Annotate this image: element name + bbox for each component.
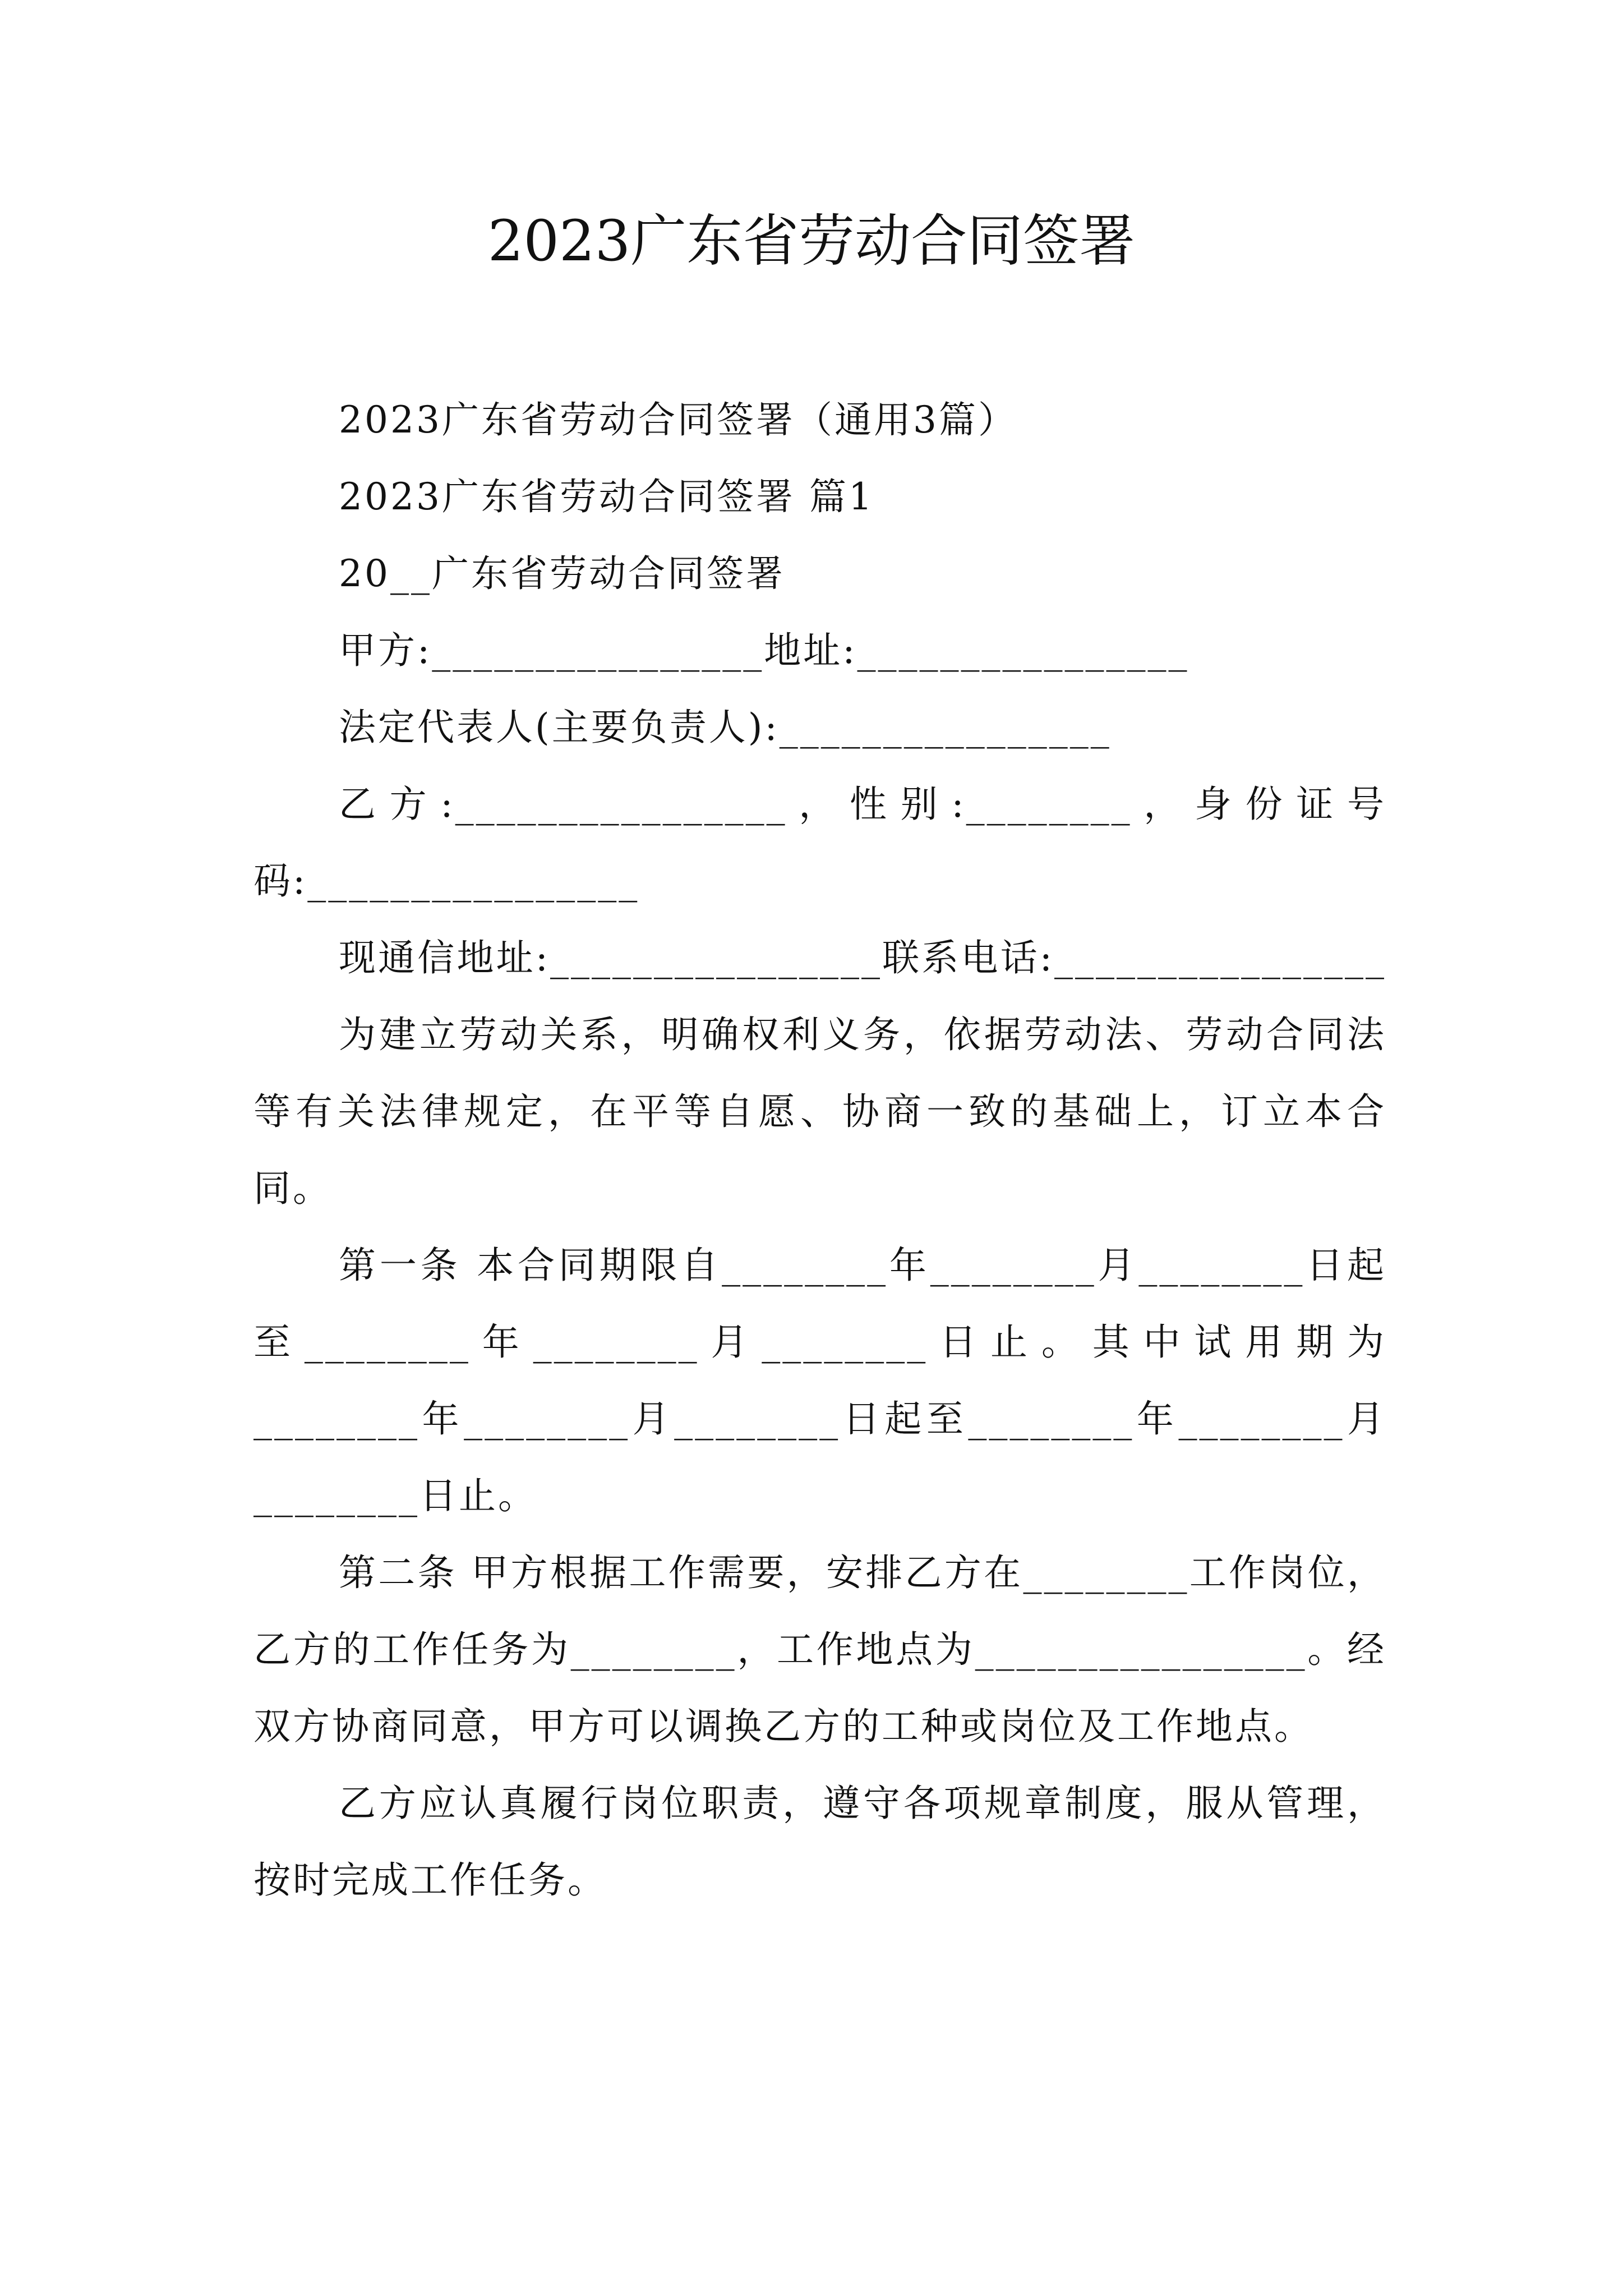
document-title: 2023广东省劳动合同签署 xyxy=(487,208,1136,274)
party-b-line: 乙方:________________，性别:________，身份证号码:________________ xyxy=(253,783,1386,903)
article-one-paragraph: 第一条 本合同期限自________年________月________日起至________年________月________日止。其中试用期为________年________月________日起至________年________月________日止。 xyxy=(253,1244,1386,1517)
article-two-paragraph: 第二条 甲方根据工作需要，安排乙方在________工作岗位，乙方的工作任务为________，工作地点为________________。经双方协商同意，甲方可以调换乙方的工种或岗位及工作地点。 xyxy=(253,1551,1386,1748)
legal-representative-line: 法定代表人(主要负责人):________________ xyxy=(339,706,1112,749)
section-heading: 2023广东省劳动合同签署 篇1 xyxy=(339,475,874,518)
document-body xyxy=(253,381,1386,1918)
contract-title-line: 20__广东省劳动合同签署 xyxy=(339,552,785,595)
address-phone-line: 现通信地址:________________联系电话:________________ xyxy=(339,936,1386,979)
subtitle-line: 2023广东省劳动合同签署（通用3篇） xyxy=(339,398,1017,441)
duties-paragraph: 乙方应认真履行岗位职责，遵守各项规章制度，服从管理，按时完成工作任务。 xyxy=(253,1782,1386,1902)
party-a-line: 甲方:________________地址:________________ xyxy=(339,629,1189,672)
preamble-paragraph: 为建立劳动关系，明确权利义务，依据劳动法、劳动合同法等有关法律规定，在平等自愿、协商一致的基础上，订立本合同。 xyxy=(253,1013,1386,1210)
